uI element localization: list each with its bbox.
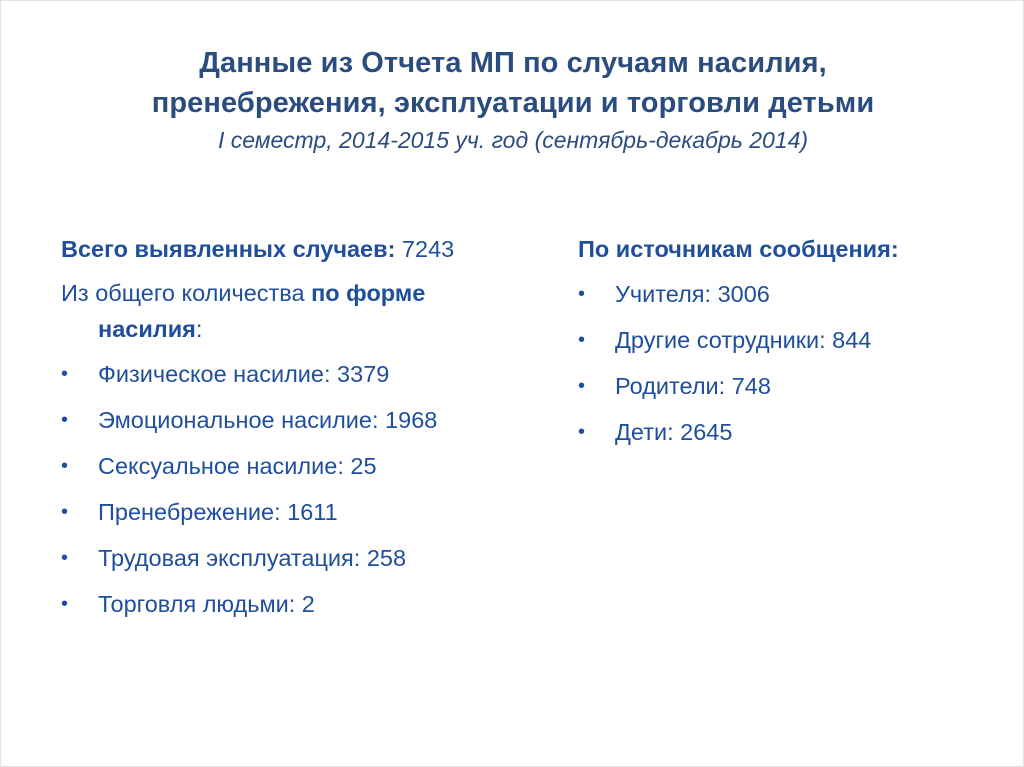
list-item-text: Дети: 2645 [615,419,733,445]
list-item [61,489,531,535]
list-item-text: Торговля людьми: 2 [98,591,315,617]
subtitle: I семестр, 2014-2015 уч. год (сентябрь-декабрь 2014) [217,127,809,153]
list-item [578,409,998,455]
list-item-text: Эмоциональное насилие: 1968 [98,407,438,433]
list-item [61,581,531,627]
left-column [61,227,531,627]
list-item-text: Пренебрежение: 1611 [98,499,338,525]
list-item-text: Другие сотрудники: 844 [615,327,872,353]
right-column [578,227,998,455]
list-item [61,351,531,397]
bullet-icon: • [61,547,69,569]
intro-bold-2: насилия [98,316,196,342]
sources-heading: По источникам сообщения: [578,236,899,262]
list-item [578,271,998,317]
title-line-1: Данные из Отчета МП по случаям насилия, [199,47,827,79]
total-cases-label: Всего выявленных случаев: [61,236,396,262]
bullet-icon: • [61,593,69,615]
list-item [578,363,998,409]
intro-bold-1: по форме [311,280,426,306]
bullet-icon: • [61,409,69,431]
list-item-text: Учителя: 3006 [615,281,770,307]
title-line-2: пренебрежения, эксплуатации и торговли детьми [151,87,875,119]
bullet-icon: • [61,363,69,385]
intro-colon: : [195,316,203,342]
bullet-icon: • [578,329,586,351]
total-cases [61,227,531,271]
list-item [61,397,531,443]
list-item [578,317,998,363]
bullet-icon: • [61,501,69,523]
slide-title [41,43,985,156]
bullet-icon: • [578,375,586,397]
list-item-text: Сексуальное насилие: 25 [98,453,377,479]
form-of-violence-intro [61,271,531,351]
intro-line-1 [61,275,531,311]
bullet-icon: • [578,283,586,305]
list-item-text: Физическое насилие: 3379 [98,361,390,387]
list-item-text: Родители: 748 [615,373,771,399]
list-item [61,535,531,581]
intro-text: Из общего количества [61,280,312,306]
list-item-text: Трудовая эксплуатация: 258 [98,545,407,571]
bullet-icon: • [578,421,586,443]
intro-line-2 [61,311,531,347]
bullet-icon: • [61,455,69,477]
total-cases-value: 7243 [395,236,455,262]
list-item [61,443,531,489]
